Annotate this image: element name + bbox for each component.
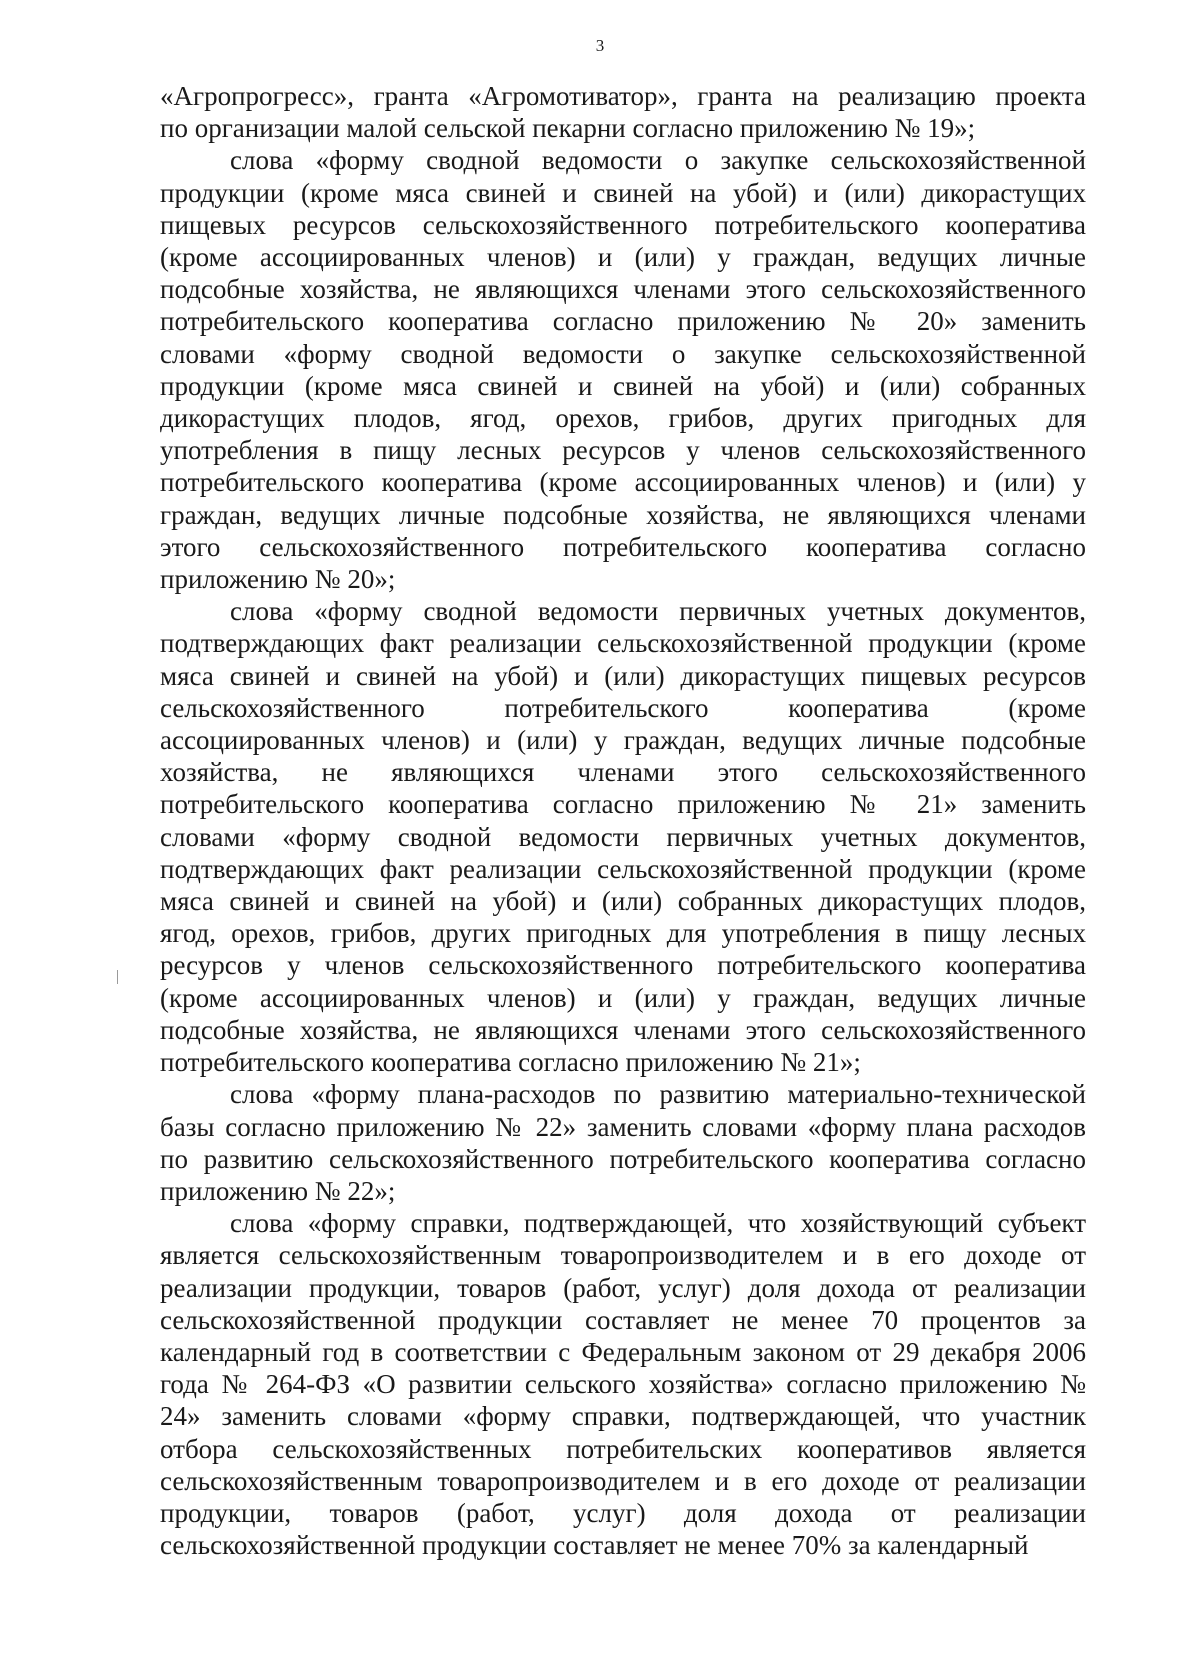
text-line: слова «форму плана-расходов по развитию материально-технической	[230, 1079, 1086, 1110]
page-number: 3	[595, 36, 605, 55]
text-line: словами «форму сводной ведомости первичных учетных документов,	[160, 821, 1086, 852]
text-line: (кроме ассоциированных членов) и (или) у граждан, ведущих личные	[160, 982, 1086, 1013]
paragraph	[160, 595, 1086, 1078]
text-line: подсобные хозяйства, не являющихся членами этого сельскохозяйственного	[160, 274, 1086, 305]
text-line: (кроме ассоциированных членов) и (или) у граждан, ведущих личные	[160, 242, 1086, 273]
text-line: 24» заменить словами «форму справки, подтверждающей, что участник	[160, 1401, 1086, 1432]
text-line: потребительского кооператива согласно приложению № 21»;	[160, 1047, 861, 1078]
text-line: по организации малой сельской пекарни согласно приложению № 19»;	[160, 113, 976, 144]
text-line: по развитию сельскохозяйственного потребительского кооператива согласно	[160, 1143, 1086, 1174]
text-line: пищевых ресурсов сельскохозяйственного потребительского кооператива	[160, 209, 1086, 240]
text-line: реализации продукции, товаров (работ, услуг) доля дохода от реализации	[160, 1272, 1086, 1303]
text-line: граждан, ведущих личные подсобные хозяйства, не являющихся членами	[160, 499, 1086, 530]
text-line: сельскохозяйственным товаропроизводителем и в его доходе от реализации	[160, 1465, 1086, 1496]
text-line: этого сельскохозяйственного потребительского кооператива согласно	[160, 531, 1086, 562]
text-line: хозяйства, не являющихся членами этого сельскохозяйственного	[160, 757, 1086, 788]
text-line: подтверждающих факт реализации сельскохозяйственной продукции (кроме	[160, 628, 1086, 659]
text-line: потребительского кооператива (кроме ассоциированных членов) и (или) у	[160, 467, 1086, 498]
text-line: слова «форму справки, подтверждающей, что хозяйствующий субъект	[230, 1208, 1086, 1239]
text-line: подсобные хозяйства, не являющихся членами этого сельскохозяйственного	[160, 1014, 1086, 1045]
text-line: словами «форму сводной ведомости о закупке сельскохозяйственной	[160, 338, 1086, 369]
text-line: употребления в пищу лесных ресурсов у членов сельскохозяйственного	[160, 435, 1086, 466]
text-line: мяса свиней и свиней на убой) и (или) дикорастущих пищевых ресурсов	[160, 660, 1086, 691]
text-line: базы согласно приложению № 22» заменить словами «форму плана расходов	[160, 1111, 1086, 1142]
text-line: года № 264-ФЗ «О развитии сельского хозяйства» согласно приложению №	[160, 1369, 1086, 1400]
text-line: ресурсов у членов сельскохозяйственного потребительского кооператива	[160, 950, 1086, 981]
paragraph	[160, 1207, 1086, 1561]
text-line: ягод, орехов, грибов, других пригодных для употребления в пищу лесных	[160, 918, 1086, 949]
paragraph	[160, 80, 1086, 144]
paragraph	[160, 1078, 1086, 1207]
text-line: является сельскохозяйственным товаропроизводителем и в его доходе от	[160, 1240, 1086, 1271]
text-line: потребительского кооператива согласно приложению № 20» заменить	[160, 306, 1086, 337]
text-line: подтверждающих факт реализации сельскохозяйственной продукции (кроме	[160, 853, 1086, 884]
text-line: слова «форму сводной ведомости первичных учетных документов,	[230, 596, 1086, 627]
text-line: приложению № 20»;	[160, 564, 396, 595]
text-line: продукции, товаров (работ, услуг) доля дохода от реализации	[160, 1497, 1086, 1528]
text-line: дикорастущих плодов, ягод, орехов, грибов, других пригодных для	[160, 403, 1086, 434]
text-line: сельскохозяйственного потребительского кооператива (кроме	[160, 692, 1086, 723]
text-line: потребительского кооператива согласно приложению № 21» заменить	[160, 789, 1086, 820]
text-line: приложению № 22»;	[160, 1175, 396, 1206]
text-line: календарный год в соответствии с Федеральным законом от 29 декабря 2006	[160, 1336, 1086, 1367]
text-line: продукции (кроме мяса свиней и свиней на убой) и (или) дикорастущих	[160, 177, 1086, 208]
text-line: мяса свиней и свиней на убой) и (или) собранных дикорастущих плодов,	[160, 886, 1086, 917]
text-line: отбора сельскохозяйственных потребительских кооперативов является	[160, 1433, 1086, 1464]
scan-margin-mark	[117, 970, 118, 984]
text-line: «Агропрогресс», гранта «Агромотиватор», гранта на реализацию проекта	[160, 81, 1086, 111]
paragraph	[160, 144, 1086, 595]
text-line: ассоциированных членов) и (или) у граждан, ведущих личные подсобные	[160, 725, 1086, 756]
text-line: слова «форму сводной ведомости о закупке сельскохозяйственной	[230, 145, 1086, 176]
text-line: сельскохозяйственной продукции составляет не менее 70% за календарный	[160, 1530, 1029, 1561]
document-body	[160, 80, 1086, 1561]
text-line: продукции (кроме мяса свиней и свиней на убой) и (или) собранных	[160, 370, 1086, 401]
text-line: сельскохозяйственной продукции составляет не менее 70 процентов за	[160, 1304, 1086, 1335]
